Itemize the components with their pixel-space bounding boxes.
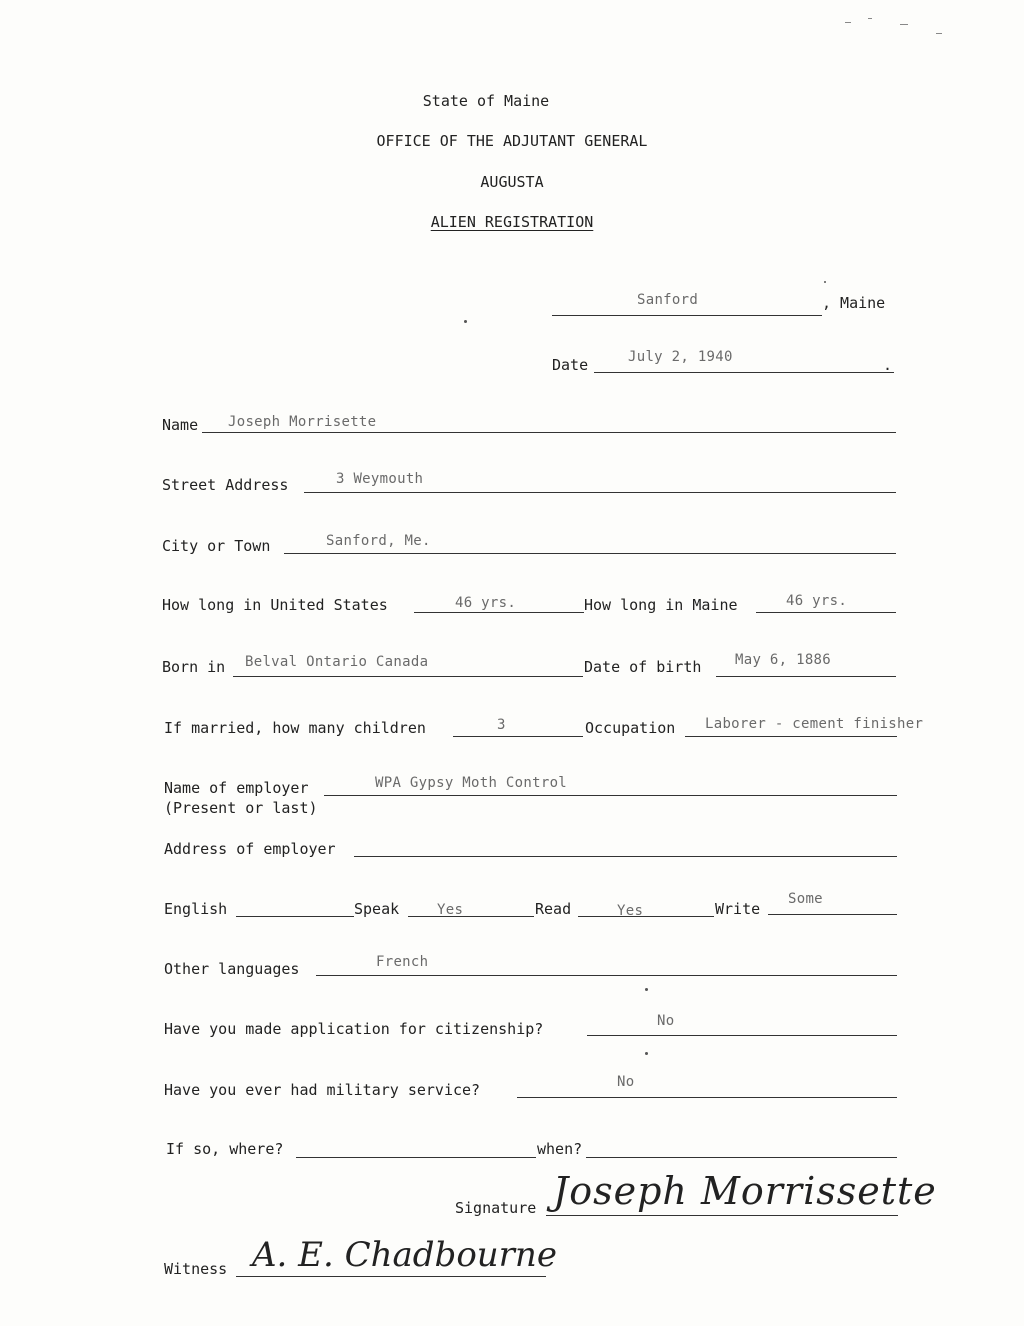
form-title [0,215,1024,230]
born-in-label: Born in [162,658,226,676]
read-value: Yes [617,903,644,919]
signature-line [546,1215,898,1216]
other-languages-label: Other languages [164,960,300,978]
born-in-value: Belval Ontario Canada [245,654,429,670]
how-long-maine-value: 46 yrs. [786,593,848,609]
write-line [768,914,897,915]
paper-speck [645,1052,648,1055]
street-address-value: 3 Weymouth [336,471,424,487]
date-line [594,372,894,373]
write-label: Write [715,900,761,918]
name-value: Joseph Morrisette [228,414,377,430]
signature-handwriting: Joseph Morrissette [553,1169,937,1213]
paper-speck [824,281,826,283]
how-long-us-line [414,612,584,613]
children-value: 3 [497,717,506,733]
paper-speck [645,988,648,991]
read-label: Read [535,900,572,918]
how-long-maine-label: How long in Maine [584,596,738,614]
where-line [296,1157,536,1158]
date-suffix: . [883,356,893,374]
citizenship-value: No [657,1013,675,1029]
place-suffix: , Maine [822,294,886,312]
paper-speck [900,24,908,25]
employer-line [324,795,897,796]
employer-value: WPA Gypsy Moth Control [375,775,568,791]
date-of-birth-label: Date of birth [584,658,702,676]
paper-speck [936,33,942,34]
occupation-label: Occupation [585,719,676,737]
english-label: English [164,900,228,918]
state-heading: State of Maine [422,92,550,110]
employer-address-label: Address of employer [164,840,336,858]
occupation-value: Laborer - cement finisher [705,716,924,732]
date-of-birth-line [716,676,896,677]
how-long-us-value: 46 yrs. [455,595,517,611]
form-title-text: ALIEN REGISTRATION [430,213,594,231]
where-label: If so, where? [166,1140,284,1158]
read-line [578,916,714,917]
street-address-label: Street Address [162,476,289,494]
place-line [552,315,822,316]
street-address-line [304,492,896,493]
how-long-maine-line [756,612,896,613]
name-line [202,432,896,433]
name-label: Name [162,416,199,434]
witness-handwriting: A. E. Chadbourne [252,1235,557,1275]
other-languages-value: French [376,954,429,970]
speak-label: Speak [354,900,400,918]
children-line [453,736,583,737]
born-in-line [233,676,583,677]
when-line [586,1157,897,1158]
date-of-birth-value: May 6, 1886 [735,652,832,668]
how-long-us-label: How long in United States [162,596,388,614]
paper-speck [464,320,467,323]
place-value: Sanford [637,292,699,308]
city-or-town-label: City or Town [162,537,271,555]
signature-label: Signature [455,1199,537,1217]
english-line [236,916,354,917]
office-heading: OFFICE OF THE ADJUTANT GENERAL [376,132,648,150]
citizenship-label: Have you made application for citizenship? [164,1020,544,1038]
military-line [517,1097,897,1098]
paper-speck [845,22,851,23]
date-label: Date [552,356,589,374]
witness-line [236,1276,546,1277]
speak-line [408,916,534,917]
children-label: If married, how many children [164,719,426,737]
employer-sublabel: (Present or last) [164,799,318,817]
city-or-town-line [284,553,896,554]
city-or-town-value: Sanford, Me. [326,533,431,549]
when-label: when? [537,1140,583,1158]
speak-value: Yes [437,902,464,918]
military-label: Have you ever had military service? [164,1081,481,1099]
witness-label: Witness [164,1260,228,1278]
paper-speck [868,18,872,19]
occupation-line [685,736,897,737]
military-value: No [617,1074,635,1090]
write-value: Some [788,891,823,907]
employer-label: Name of employer [164,779,309,797]
citizenship-line [587,1035,897,1036]
city-heading: AUGUSTA [480,173,544,191]
date-value: July 2, 1940 [628,349,733,365]
employer-address-line [354,856,897,857]
other-languages-line [316,975,897,976]
